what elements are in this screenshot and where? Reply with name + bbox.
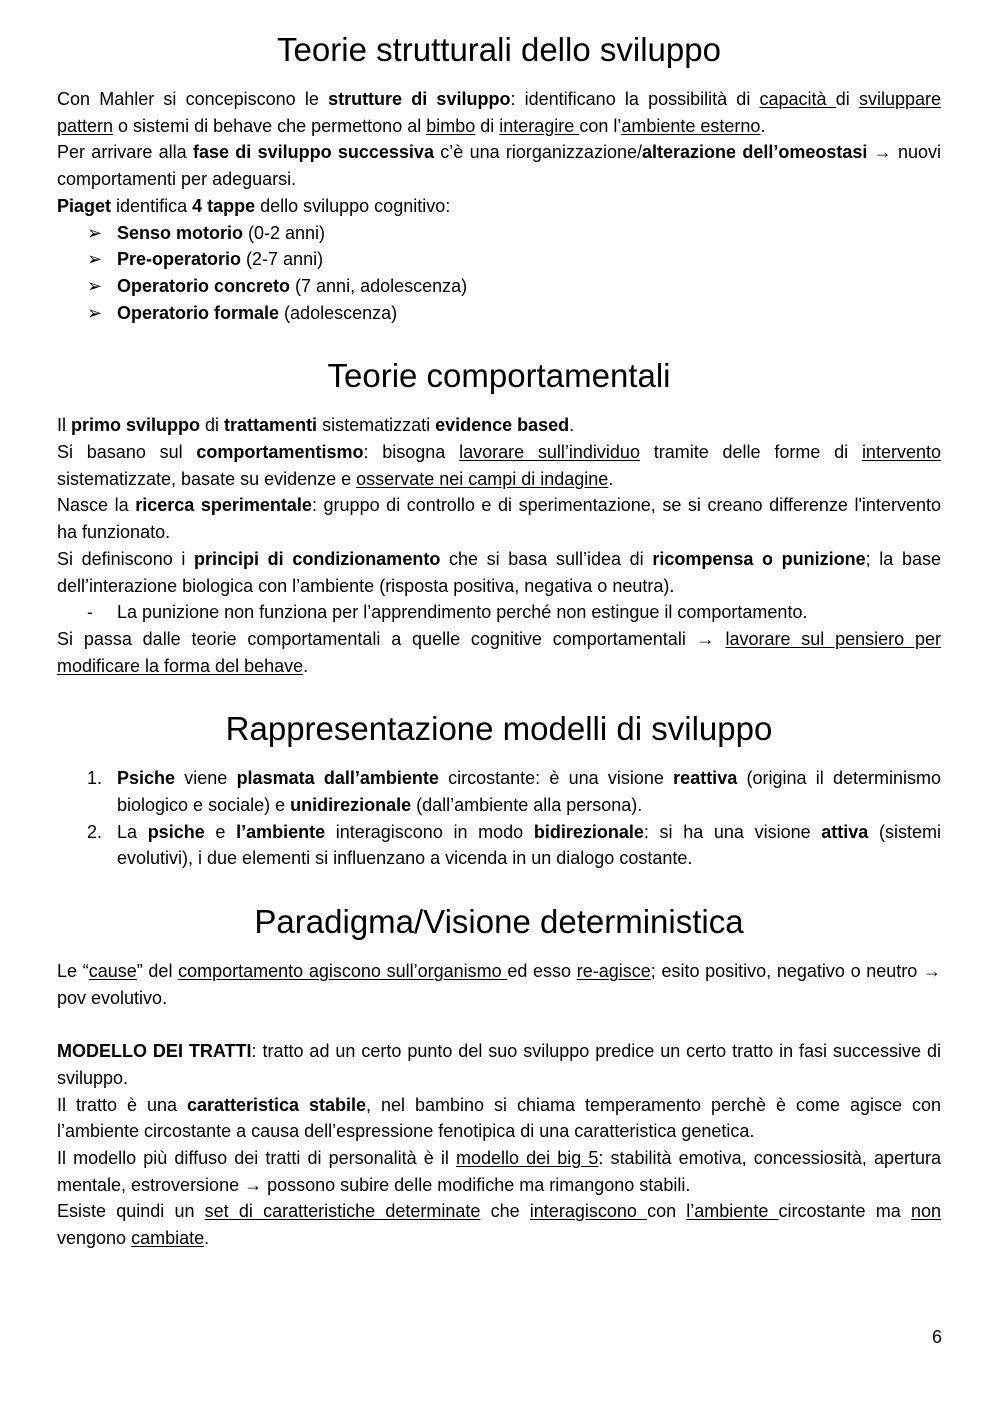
paragraph-mahler: Con Mahler si concepiscono le strutture di sviluppo: identificano la possibilità di capacità di sviluppare pattern o sistemi di behave che permettono al bimbo di interagire con l’ambiente esterno. — [57, 89, 941, 136]
paragraph-modello-tratti: MODELLO DEI TRATTI: tratto ad un certo punto del suo sviluppo predice un certo tratto in fasi successive di sviluppo. — [57, 1041, 941, 1088]
paragraph-primo-sviluppo: Il primo sviluppo di trattamenti sistematizzati evidence based. — [57, 415, 575, 436]
paragraph-ricerca-sperimentale: Nasce la ricerca sperimentale: gruppo di controllo e di sperimentazione, se si creano differenze l'intervento ha funzionato. — [57, 495, 941, 543]
paragraph-condizionamento: Si definiscono i principi di condizionamento che si basa sull’idea di ricompensa o punizione; la base dell’interazione biologica con l’ambiente (risposta positiva, negativa o neutra). — [57, 548, 941, 596]
paragraph-comportamentismo: Si basano sul comportamentismo: bisogna lavorare sull’individuo tramite delle forme di intervento sistematizzate, basate su evidenze e osservate nei campi di indagine. — [57, 442, 941, 489]
list-item: 2. La psiche e l’ambiente interagiscono in modo bidirezionale: si ha una visione attiva (sistemi evolutivi), i due elementi si influenzano a vicenda in un dialogo costante. — [87, 821, 941, 869]
arrow-bullet-icon: ➢ — [87, 275, 103, 296]
section-title-teorie-strutturali: Teorie strutturali dello sviluppo — [277, 31, 721, 68]
section-title-paradigma-deterministico: Paradigma/Visione deterministica — [254, 903, 744, 941]
dash-bullet-icon: - — [87, 602, 93, 623]
arrow-bullet-icon: ➢ — [87, 222, 103, 243]
paragraph-cognitive-comportamentali: Si passa dalle teorie comportamentali a quelle cognitive comportamentali → lavorare sul pensiero per modificare la forma del behave. — [57, 628, 941, 676]
section-title-rappresentazione-modelli: Rappresentazione modelli di sviluppo — [225, 710, 773, 748]
paragraph-cause: Le “cause” del comportamento agiscono sull’organismo ed esso re-agisce; esito positivo, negativo o neutro → pov evolutivo. — [57, 961, 941, 1008]
paragraph-big-5: Il modello più diffuso dei tratti di personalità è il modello dei big 5: stabilità emotiva, concessiosità, apertura mentale, estroversione → possono subire delle modifiche ma rimangono stabili. — [57, 1148, 941, 1195]
paragraph-piaget: Piaget identifica 4 tappe dello sviluppo cognitivo: — [57, 195, 451, 216]
paragraph-fase-successiva: Per arrivare alla fase di sviluppo successiva c’è una riorganizzazione/alterazione dell’omeostasi → nuovi comportamenti per adeguarsi. — [57, 142, 942, 190]
paragraph-set-caratteristiche: Esiste quindi un set di caratteristiche determinate che interagiscono con l’ambiente circostante ma non vengono cambiate. — [57, 1201, 942, 1249]
arrow-bullet-icon: ➢ — [87, 249, 103, 270]
document-page — [57, 28, 941, 1252]
page-number: 6 — [931, 1327, 942, 1347]
list-item: - La punizione non funziona per l’apprendimento perché non estingue il comportamento. — [57, 599, 941, 626]
modelli-list — [57, 765, 941, 872]
list-item: ➢ Senso motorio (0-2 anni) — [57, 220, 941, 247]
list-item: ➢ Operatorio concreto (7 anni, adolescenza) — [57, 273, 941, 300]
list-item: ➢ Operatorio formale (adolescenza) — [57, 300, 941, 327]
section-title-teorie-comportamentali: Teorie comportamentali — [327, 357, 671, 395]
list-item: 1. Psiche viene plasmata dall’ambiente circostante: è una visione reattiva (origina il determinismo biologico e sociale) e unidirezionale (dall’ambiente alla persona). — [87, 768, 941, 816]
arrow-bullet-icon: ➢ — [87, 302, 103, 323]
punizione-list — [57, 599, 941, 626]
paragraph-caratteristica-stabile: Il tratto è una caratteristica stabile, nel bambino si chiama temperamento perchè è come agisce con l’ambiente circostante a causa dell’espressione fenotipica di una caratteristica genetica. — [57, 1094, 942, 1142]
list-item: ➢ Pre-operatorio (2-7 anni) — [57, 246, 941, 273]
piaget-stages-list — [57, 220, 941, 327]
